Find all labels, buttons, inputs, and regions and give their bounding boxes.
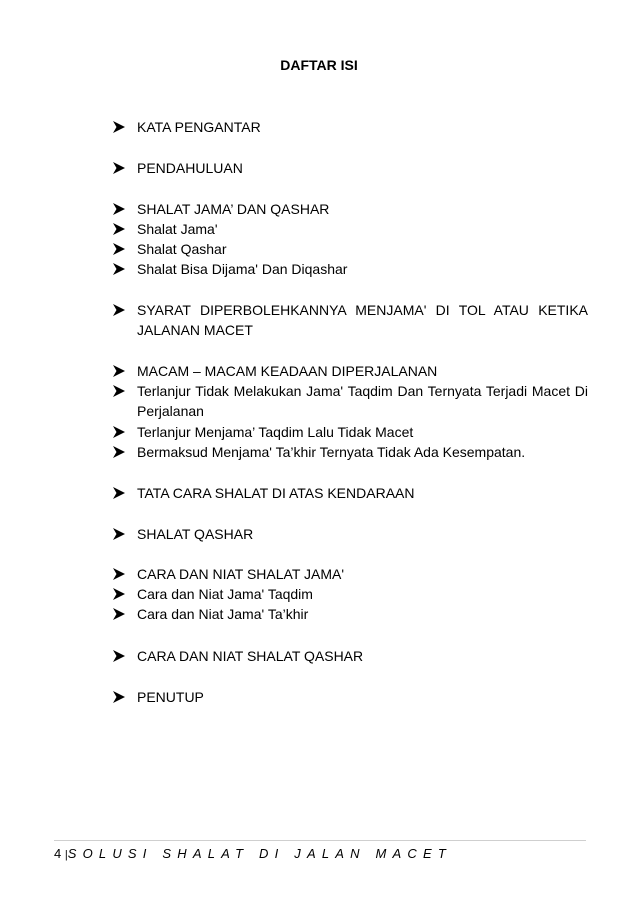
arrowhead-bullet-icon: [112, 303, 126, 317]
toc-item: [112, 524, 588, 544]
arrowhead-bullet-icon: [112, 222, 126, 236]
page-title: DAFTAR ISI: [280, 57, 358, 73]
toc-item: [112, 584, 588, 604]
toc-item-label: SHALAT JAMA’ DAN QASHAR: [137, 201, 330, 217]
arrowhead-bullet-icon: [112, 567, 126, 581]
arrowhead-bullet-icon: [112, 242, 126, 256]
toc-item: [112, 300, 588, 340]
toc-item: [112, 361, 588, 381]
toc-item: [112, 442, 588, 462]
toc-item-label: Cara dan Niat Jama' Taqdim: [137, 586, 313, 602]
toc-item-label: Terlanjur Tidak Melakukan Jama' Taqdim Dan Ternyata Terjadi Macet Di Perjalanan: [137, 383, 588, 419]
toc-item: [112, 422, 588, 442]
toc-item-label: CARA DAN NIAT SHALAT JAMA': [137, 566, 345, 582]
toc-item-label: TATA CARA SHALAT DI ATAS KENDARAAN: [137, 485, 415, 501]
toc-item: [112, 483, 588, 503]
arrowhead-bullet-icon: [112, 161, 126, 175]
arrowhead-bullet-icon: [112, 120, 126, 134]
toc-item-label: CARA DAN NIAT SHALAT QASHAR: [137, 648, 364, 664]
page-footer: [54, 846, 452, 861]
toc-item: [112, 158, 588, 178]
toc-item-label: MACAM – MACAM KEADAAN DIPERJALANAN: [137, 363, 438, 379]
arrowhead-bullet-icon: [112, 202, 126, 216]
toc-item-label: PENUTUP: [137, 689, 204, 705]
toc-item: [112, 219, 588, 239]
toc-item: [112, 239, 588, 259]
arrowhead-bullet-icon: [112, 527, 126, 541]
arrowhead-bullet-icon: [112, 364, 126, 378]
toc-item-label: Shalat Jama': [137, 221, 218, 237]
toc-item-label: SHALAT QASHAR: [137, 526, 254, 542]
arrowhead-bullet-icon: [112, 690, 126, 704]
arrowhead-bullet-icon: [112, 486, 126, 500]
toc-item-label: PENDAHULUAN: [137, 160, 243, 176]
toc-item: [112, 604, 588, 624]
arrowhead-bullet-icon: [112, 262, 126, 276]
toc-item-label: SYARAT DIPERBOLEHKANNYA MENJAMA' DI TOL ATAU KETIKA JALANAN MACET: [137, 302, 588, 338]
toc-item-label: Cara dan Niat Jama' Ta’khir: [137, 606, 309, 622]
footer-title: SOLUSI SHALAT DI JALAN MACET: [67, 846, 453, 861]
arrowhead-bullet-icon: [112, 587, 126, 601]
arrowhead-bullet-icon: [112, 384, 126, 398]
toc-item-label: Terlanjur Menjama’ Taqdim Lalu Tidak Macet: [137, 424, 414, 440]
toc-item-label: KATA PENGANTAR: [137, 119, 261, 135]
arrowhead-bullet-icon: [112, 425, 126, 439]
toc-item: [112, 259, 588, 279]
toc-item-label: Bermaksud Menjama' Ta’khir Ternyata Tidak Ada Kesempatan.: [137, 444, 526, 460]
toc-item-label: Shalat Qashar: [137, 241, 227, 257]
toc-item: [112, 646, 588, 666]
toc-item: [112, 117, 588, 137]
toc-item-label: Shalat Bisa Dijama' Dan Diqashar: [137, 261, 348, 277]
toc-item: [112, 564, 588, 584]
arrowhead-bullet-icon: [112, 649, 126, 663]
footer-separator: |: [64, 849, 68, 861]
toc-item: [112, 381, 588, 421]
footer-divider: [54, 840, 586, 841]
toc-item: [112, 687, 588, 707]
toc-item: [112, 199, 588, 219]
page-number: 4: [54, 846, 62, 861]
arrowhead-bullet-icon: [112, 445, 126, 459]
arrowhead-bullet-icon: [112, 607, 126, 621]
